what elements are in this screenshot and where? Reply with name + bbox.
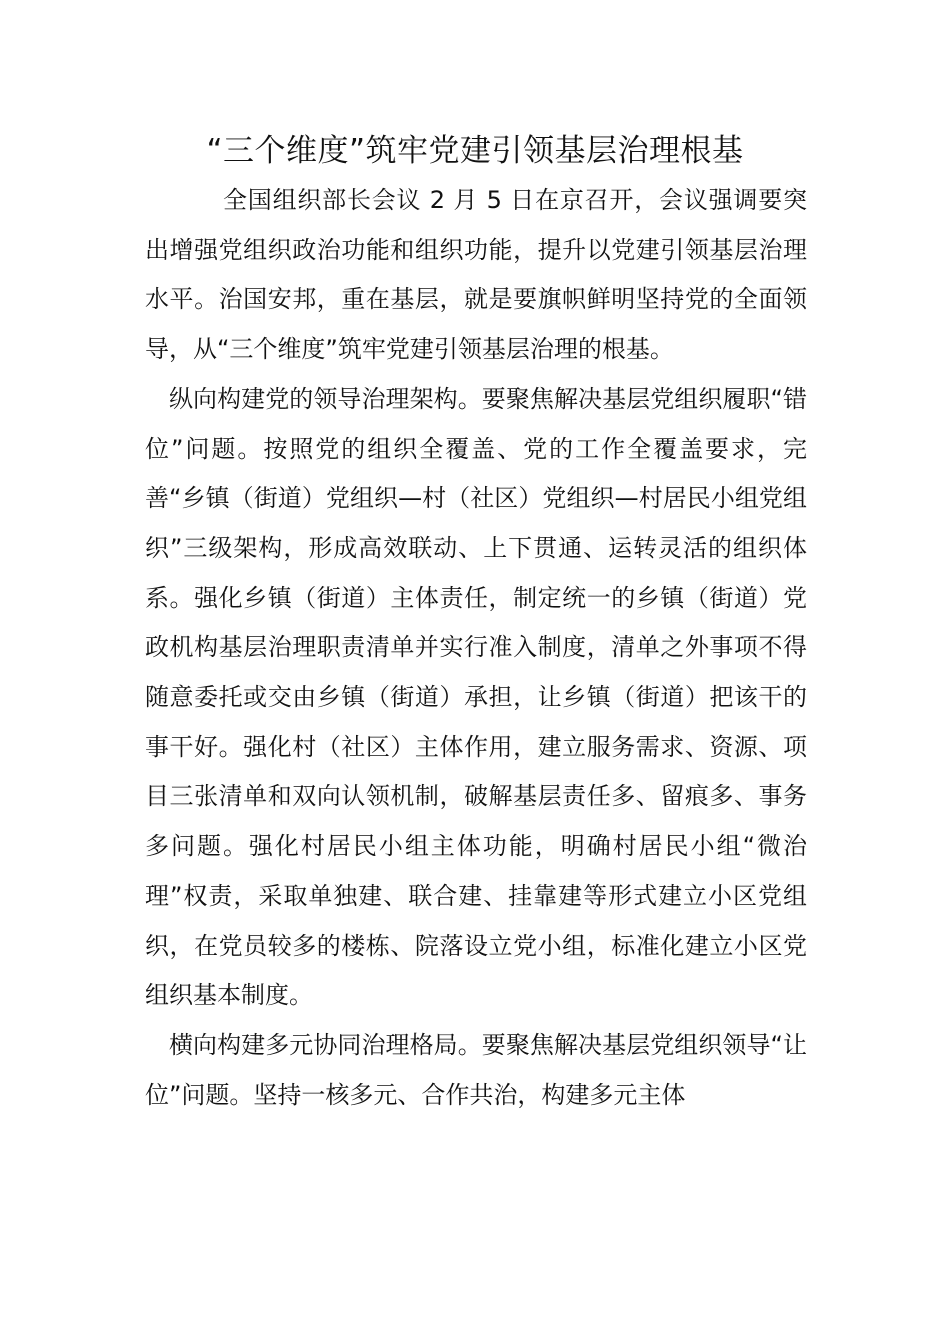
document-title: “三个维度”筑牢党建引领基层治理根基	[206, 133, 744, 169]
document-body	[145, 176, 807, 1120]
paragraph-horizontal-structure: 横向构建多元协同治理格局。要聚焦解决基层党组织领导“让位”问题。坚持一核多元、合作共治，构建多元主体	[145, 1030, 807, 1109]
paragraph-intro: 全国组织部长会议 2 月 5 日在京召开，会议强调要突出增强党组织政治功能和组织功能，提升以党建引领基层治理水平。治国安邦，重在基层，就是要旗帜鲜明坚持党的全面领导，从“三个维度”筑牢党建引领基层治理的根基。	[145, 186, 807, 364]
paragraph-vertical-structure: 纵向构建党的领导治理架构。要聚焦解决基层党组织履职“错位”问题。按照党的组织全覆盖、党的工作全覆盖要求，完善“乡镇（街道）党组织—村（社区）党组织—村居民小组党组织”三级架构，形成高效联动、上下贯通、运转灵活的组织体系。强化乡镇（街道）主体责任，制定统一的乡镇（街道）党政机构基层治理职责清单并实行准入制度，清单之外事项不得随意委托或交由乡镇（街道）承担，让乡镇（街道）把该干的事干好。强化村（社区）主体作用，建立服务需求、资源、项目三张清单和双向认领机制，破解基层责任多、留痕多、事务多问题。强化村居民小组主体功能，明确村居民小组“微治理”权责，采取单独建、联合建、挂靠建等形式建立小区党组织，在党员较多的楼栋、院落设立党小组，标准化建立小区党组织基本制度。	[145, 384, 807, 1010]
